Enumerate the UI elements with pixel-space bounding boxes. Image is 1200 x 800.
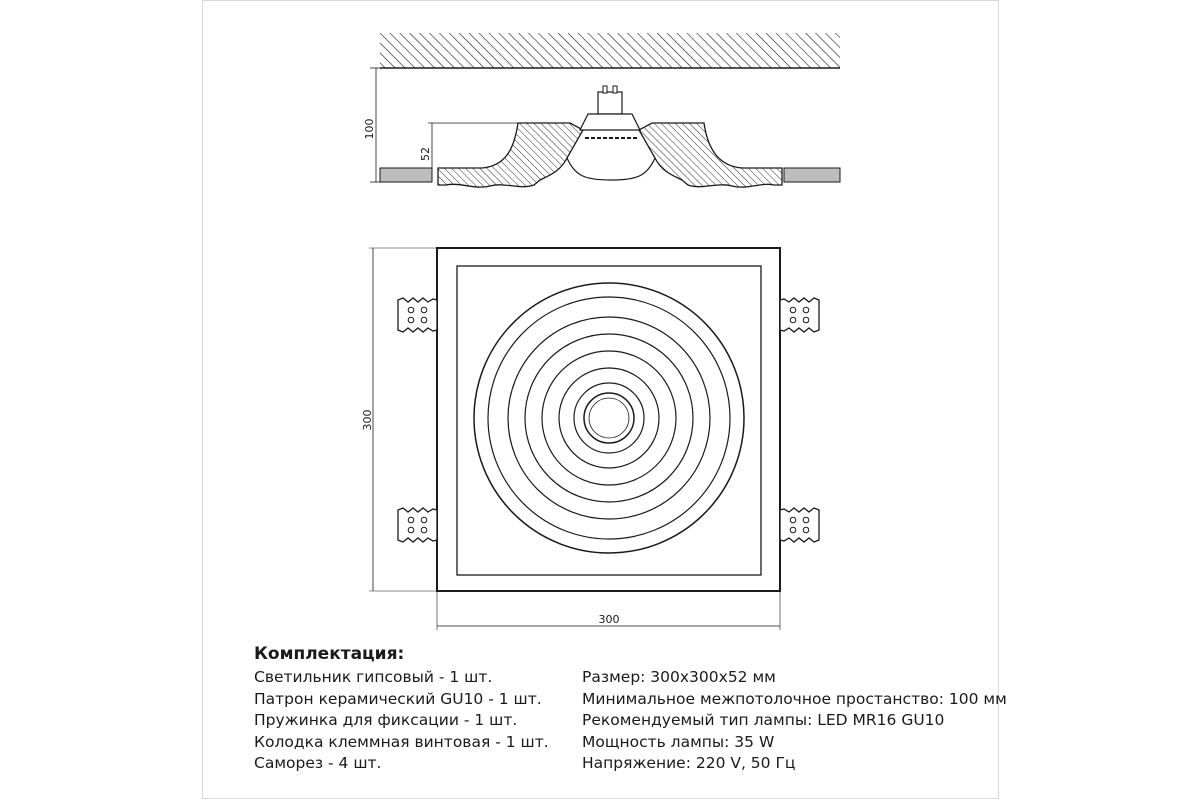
side-view xyxy=(363,33,840,187)
dim-label-300-vertical: 300 xyxy=(361,409,374,431)
kit-title: Комплектация: xyxy=(254,644,405,664)
kit-list xyxy=(254,667,549,775)
lamp-pin-left xyxy=(603,86,607,93)
mounting-clip-bottom-right xyxy=(780,508,819,542)
spec-list xyxy=(582,667,1007,775)
fixture-section-left xyxy=(438,123,583,187)
top-view xyxy=(361,248,819,630)
dim-label-300-horizontal: 300 xyxy=(598,613,620,626)
kit-item: Пружинка для фиксации - 1 шт. xyxy=(254,711,518,729)
mounting-clip-top-right xyxy=(780,298,819,332)
mounting-clip-top-left xyxy=(398,298,437,332)
fixture-inner-cone xyxy=(567,158,655,180)
spec-item: Размер: 300х300х52 мм xyxy=(582,668,776,686)
kit-item: Колодка клеммная винтовая - 1 шт. xyxy=(254,732,549,751)
spec-item: Напряжение: 220 V, 50 Гц xyxy=(582,754,796,772)
kit-item: Саморез - 4 шт. xyxy=(254,754,382,772)
lamp-bulb xyxy=(580,114,640,130)
kit-item: Светильник гипсовый - 1 шт. xyxy=(254,668,493,686)
spec-item: Рекомендуемый тип лампы: LED MR16 GU10 xyxy=(582,711,945,729)
fixture-section-right xyxy=(639,123,782,187)
structural-ceiling xyxy=(380,33,840,68)
lamp-socket xyxy=(598,92,622,114)
lamp-pin-right xyxy=(613,86,617,93)
dim-label-52: 52 xyxy=(419,147,432,161)
dim-label-100: 100 xyxy=(363,118,376,140)
kit-item: Патрон керамический GU10 - 1 шт. xyxy=(254,689,542,708)
ceiling-panel-right xyxy=(784,168,840,182)
spec-item: Минимальное межпотолочное простанство: 100 мм xyxy=(582,689,1007,708)
mounting-clip-bottom-left xyxy=(398,508,437,542)
ceiling-panel-left xyxy=(380,168,432,182)
spec-item: Мощность лампы: 35 W xyxy=(582,732,775,751)
